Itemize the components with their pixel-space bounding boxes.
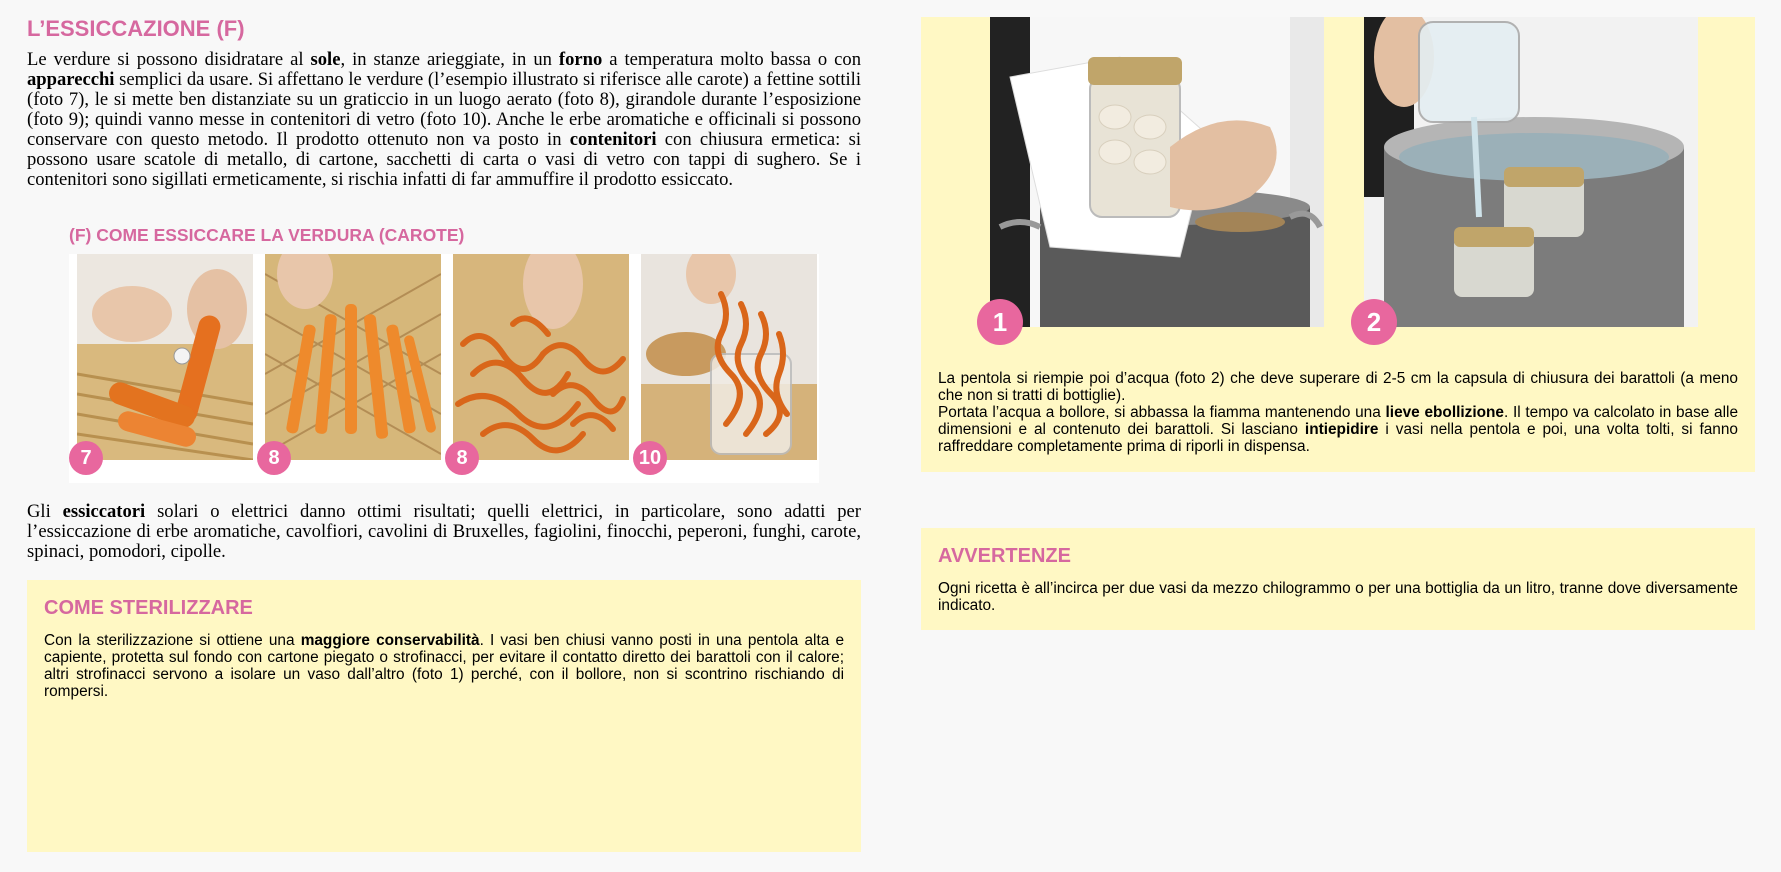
bold-term: forno — [558, 49, 603, 70]
text-run: . I vasi ben chiusi vanno posti in una pentola alta e capiente, protetta sul fondo con cartone piegato o strofinacci, per evitare il contatto diretto dei barattoli con il calore; altri strofinacci servono a isolare un vaso dall’altro (foto 1) perché, con il bollore, non si scontrino rischiando di rompersi. — [44, 632, 845, 700]
photo-carrot-strips-on-rack — [265, 254, 441, 460]
photo-number-badge: 10 — [633, 441, 667, 475]
photo-pouring-water-in-pot — [1364, 17, 1698, 327]
warnings-box — [921, 528, 1755, 630]
text-run: , in stanze arieggiate, in un — [340, 49, 559, 70]
warnings-paragraph: Ogni ricetta è all’incirca per due vasi da mezzo chilogrammo o per una bottiglia da un litro, tranne dove diversamente indicato. — [938, 580, 1738, 614]
text-run: Portata l’acqua a bollore, si abbassa la fiamma mantenendo una — [938, 404, 1386, 421]
text-run: i vasi nella pentola e poi, una volta tolti, si fanno raffreddare completamente prima di riporli in dispensa. — [938, 421, 1738, 455]
bold-term: contenitori — [569, 129, 657, 150]
bold-term: essiccatori — [62, 501, 146, 522]
photo-number-badge: 2 — [1351, 299, 1397, 345]
section-title-drying: L’ESSICCAZIONE (F) — [27, 16, 245, 41]
bold-term: sole — [310, 49, 341, 70]
text-run: Gli — [27, 501, 63, 522]
photo-number-badge: 8 — [257, 441, 291, 475]
bold-term: maggiore conservabilità — [300, 632, 480, 649]
text-run: semplici da usare. Si affettano le verdure (l’esempio illustrato si riferisce alle carote) a fettine sottili (foto 7), le si mette ben distanziate su un graticcio in un luogo aerato (foto 8), girandole durante l’esposizione (foto 9); quindi vanno messe in contenitori di vetro (foto 10). Anche le erbe aromatiche e officinali si possono conservare con questo metodo. Il prodotto ottenuto non va posto in — [27, 69, 861, 150]
text-run: La pentola si riempie poi d’acqua (foto 2) che deve superare di 2-5 cm la capsula di chiusura dei barattoli (a meno che non si tratti di bottiglie). — [938, 370, 1738, 404]
bold-term: lieve ebollizione — [1385, 404, 1504, 421]
text-run: solari o elettrici danno ottimi risultati; quelli elettrici, in particolare, sono adatti per l’essiccazione di erbe aromatiche, cavolfiori, cavolini di Bruxelles, fagiolini, finocchi, peperoni, funghi, carote, spinaci, pomodori, cipolle. — [27, 501, 861, 562]
sterilize-box — [27, 580, 861, 852]
bold-term: apparecchi — [27, 69, 115, 90]
drying-intro-paragraph — [27, 50, 861, 190]
photo-number-badge: 7 — [69, 441, 103, 475]
dryers-paragraph — [27, 502, 861, 562]
drying-carrot-strips-icon — [453, 254, 629, 460]
text-run: a temperatura molto bassa o con — [602, 49, 862, 70]
jar-of-dried-carrots-icon — [641, 254, 817, 460]
carrot-drying-photo-strip — [69, 254, 819, 483]
photo-drying-carrot-strips — [453, 254, 629, 460]
photo-number-badge: 8 — [445, 441, 479, 475]
photo-number-badge: 1 — [977, 299, 1023, 345]
text-run: . Il tempo va calcolato in base alle dimensioni e al contenuto dei barattoli. Si lasciano — [938, 404, 1738, 438]
sterilize-steps-paragraph — [938, 370, 1738, 455]
peeling-carrot-icon — [77, 254, 253, 460]
text-run: con chiusura ermetica: si possono usare scatole di metallo, di cartone, sacchetti di carta o vasi di vetro con tappi di sughero. Se i contenitori sono sigillati ermeticamente, si rischia infatti di far ammuffire il prodotto essiccato. — [27, 129, 862, 190]
section-title-sterilize: COME STERILIZZARE — [44, 597, 253, 619]
section-title-warnings: AVVERTENZE — [938, 545, 1071, 567]
photo-jar-wrapped-in-cloth — [990, 17, 1324, 327]
sterilize-paragraph — [44, 632, 844, 700]
text-run: Con la sterilizzazione si ottiene una — [44, 632, 301, 649]
photo-peeling-carrot — [77, 254, 253, 460]
jar-wrapped-in-cloth-icon — [990, 17, 1324, 327]
carrot-strips-on-rack-icon — [265, 254, 441, 460]
bold-term: intiepidire — [1304, 421, 1379, 438]
subsection-title-carrots: (F) COME ESSICCARE LA VERDURA (CAROTE) — [69, 225, 465, 245]
sterilize-steps-box — [921, 17, 1755, 472]
photo-jar-dried-carrots — [641, 254, 817, 460]
text-run: Le verdure si possono disidratare al — [27, 49, 311, 70]
pouring-water-in-pot-icon — [1364, 17, 1698, 327]
